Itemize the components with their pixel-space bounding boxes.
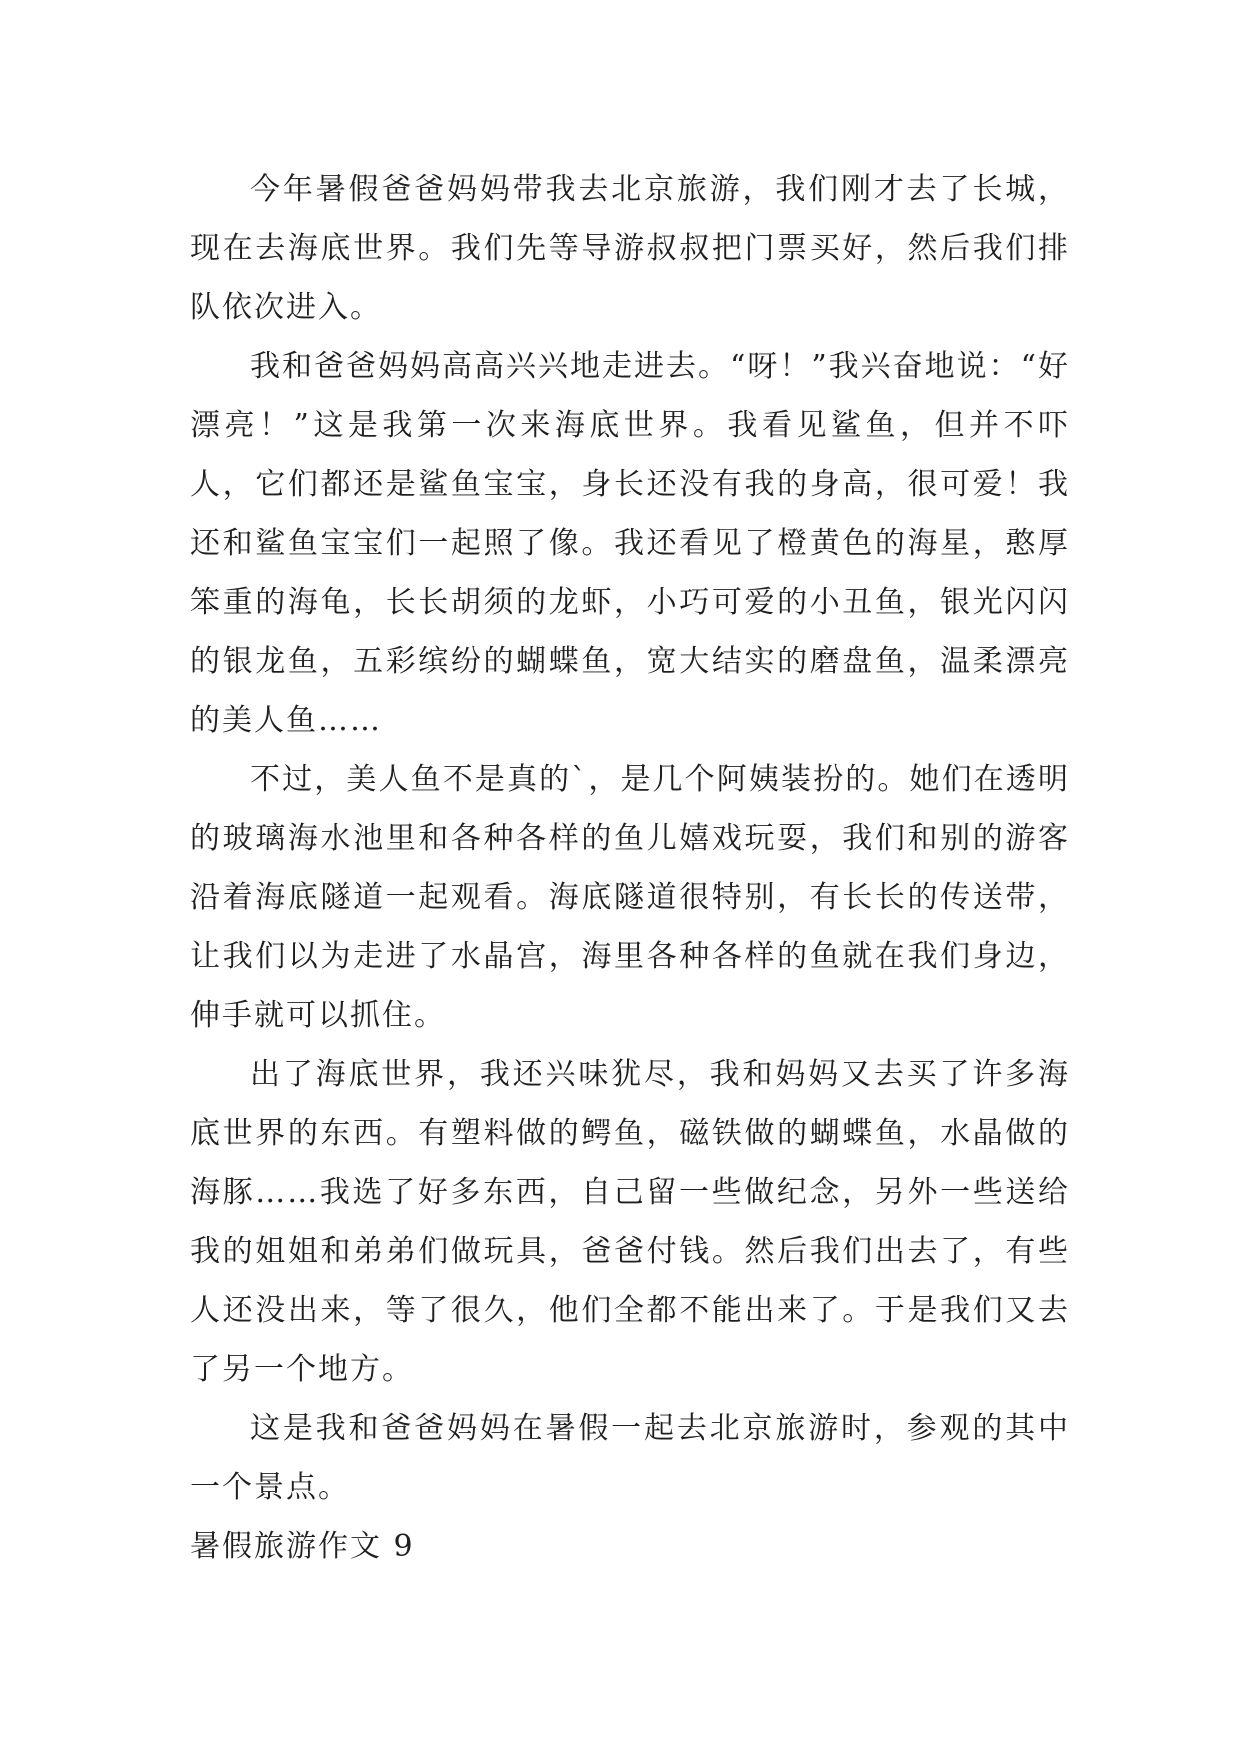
paragraph-1: 今年暑假爸爸妈妈带我去北京旅游，我们刚才去了长城，现在去海底世界。我们先等导游叔叔把门票买好，然后我们排队依次进入。	[190, 172, 1070, 325]
paragraph-3: 不过，美人鱼不是真的`，是几个阿姨装扮的。她们在透明的玻璃海水池里和各种各样的鱼儿嬉戏玩耍，我们和别的游客沿着海底隧道一起观看。海底隧道很特别，有长长的传送带，让我们以为走进了水晶宫，海里各种各样的鱼就在我们身边，伸手就可以抓住。	[190, 762, 1070, 1033]
essay-body	[190, 160, 1070, 1576]
paragraph-2: 我和爸爸妈妈高高兴兴地走进去。“呀！”我兴奋地说：“好漂亮！”这是我第一次来海底世界。我看见鲨鱼，但并不吓人，它们都还是鲨鱼宝宝，身长还没有我的身高，很可爱！我还和鲨鱼宝宝们一起照了像。我还看见了橙黄色的海星，憨厚笨重的海龟，长长胡须的龙虾，小巧可爱的小丑鱼，银光闪闪的银龙鱼，五彩缤纷的蝴蝶鱼，宽大结实的磨盘鱼，温柔漂亮的美人鱼……	[190, 349, 1071, 738]
next-essay-title: 暑假旅游作文 9	[190, 1529, 415, 1564]
paragraph-5: 这是我和爸爸妈妈在暑假一起去北京旅游时，参观的其中一个景点。	[190, 1411, 1070, 1505]
paragraph-4: 出了海底世界，我还兴味犹尽，我和妈妈又去买了许多海底世界的东西。有塑料做的鳄鱼，磁铁做的蝴蝶鱼，水晶做的海豚……我选了好多东西，自己留一些做纪念，另外一些送给我的姐姐和弟弟们做玩具，爸爸付钱。然后我们出去了，有些人还没出来，等了很久，他们全都不能出来了。于是我们又去了另一个地方。	[190, 1057, 1070, 1387]
